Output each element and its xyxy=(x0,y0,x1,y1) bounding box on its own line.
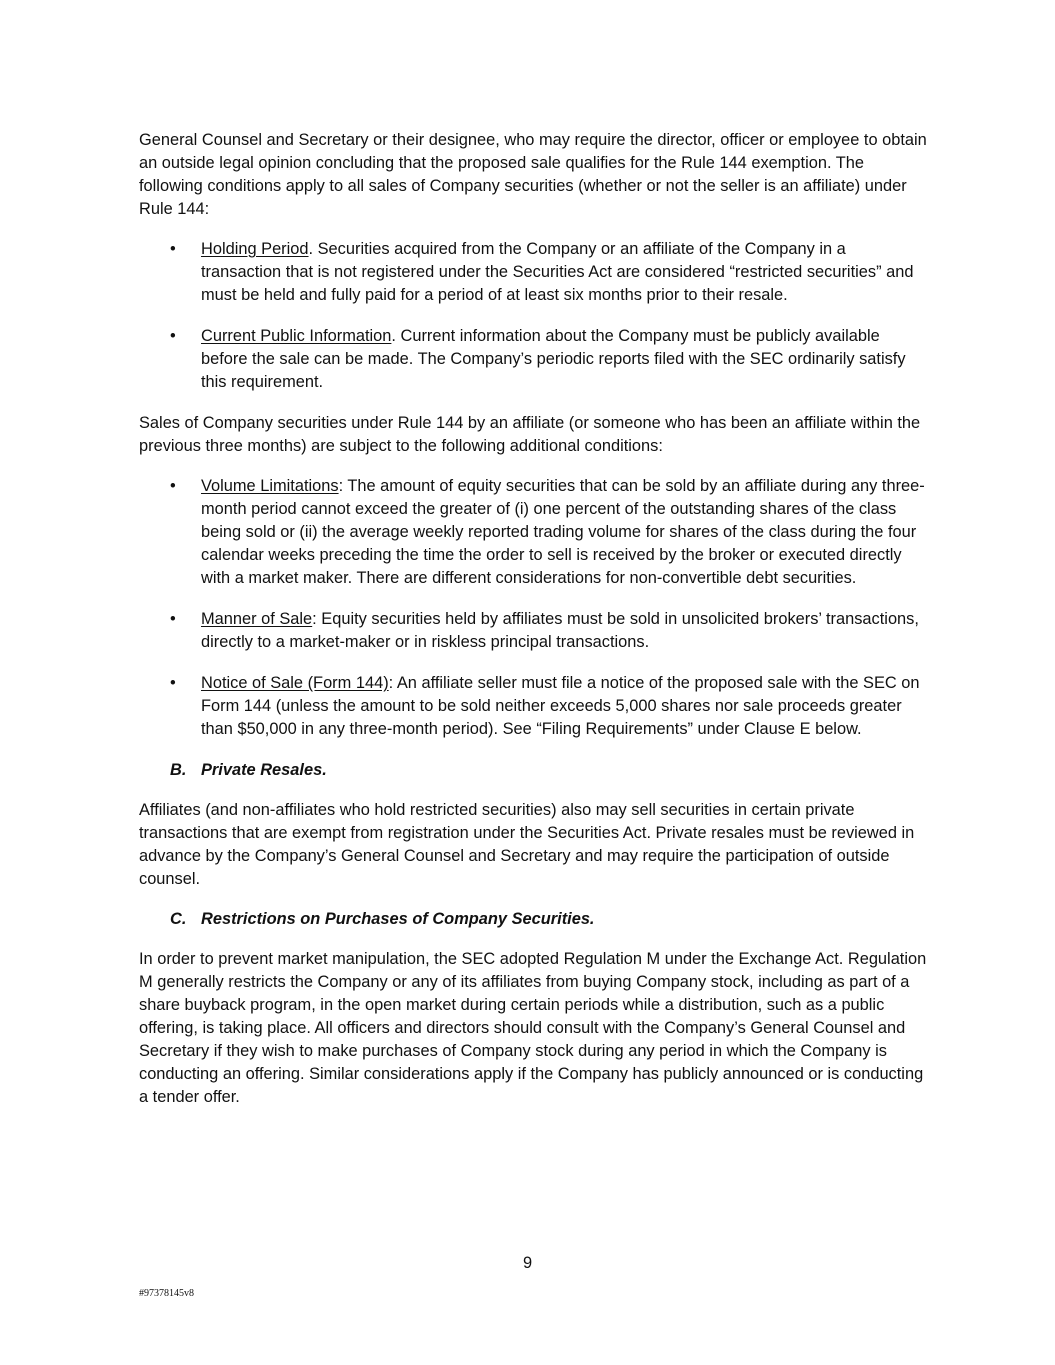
section-c-title: Restrictions on Purchases of Company Securities. xyxy=(201,910,595,928)
bullet-icon: • xyxy=(170,240,176,258)
list-item-current-public-information xyxy=(139,325,929,394)
list-item-holding-period xyxy=(139,238,929,307)
notice-of-sale-text: : An affiliate seller must file a notice of the proposed sale with the SEC on Form 144 (unless the amount to be sold neither exceeds 5,000 shares nor sale proceeds greater than $50,000 in any three-month period). See “Filing Requirements” under Clause E below. xyxy=(201,674,920,738)
current-public-information-text: . Current information about the Company must be publicly available before the sale can be made. The Company’s periodic reports filed with the SEC ordinarily satisfy this requirement. xyxy=(201,327,906,391)
bullet-icon: • xyxy=(170,674,176,692)
term-volume-limitations: Volume Limitations xyxy=(201,477,339,495)
term-notice-of-sale: Notice of Sale (Form 144) xyxy=(201,674,389,692)
document-id: #97378145v8 xyxy=(139,1288,194,1299)
bullet-icon: • xyxy=(170,610,176,628)
section-b-body: Affiliates (and non-affiliates who hold restricted securities) also may sell securities in certain private transactions that are exempt from registration under the Securities Act. Private resales must be reviewed in advance by the Company’s General Counsel and Secretary and may require the participation of outside counsel. xyxy=(139,801,915,888)
term-manner-of-sale: Manner of Sale xyxy=(201,610,313,628)
list-item-volume-limitations xyxy=(139,475,929,590)
section-b-heading xyxy=(139,759,929,782)
term-holding-period: Holding Period xyxy=(201,240,309,258)
list-item-notice-of-sale xyxy=(139,672,929,741)
affiliate-conditions-list xyxy=(139,475,929,741)
bullet-icon: • xyxy=(170,477,176,495)
holding-period-text: . Securities acquired from the Company or an affiliate of the Company in a transaction that is not registered under the Securities Act are considered “restricted securities” and must be held and fully paid for a period of at least six months prior to their resale. xyxy=(201,240,914,304)
section-b-letter: B. xyxy=(170,761,187,779)
section-c-heading xyxy=(139,908,929,931)
section-c-body: In order to prevent market manipulation, the SEC adopted Regulation M under the Exchange Act. Regulation M generally restricts the Company or any of its affiliates from buying Company stock, including as part of a share buyback program, in the open market during certain periods while a distribution, such as a public offering, is taking place. All officers and directors should consult with the Company’s General Counsel and Secretary if they wish to make purchases of Company stock during any period in which the Company is conducting an offering. Similar considerations apply if the Company has publicly announced or is conducting a tender offer. xyxy=(139,950,927,1106)
section-b-title: Private Resales. xyxy=(201,761,327,779)
section-c-letter: C. xyxy=(170,910,187,928)
intro-paragraph: General Counsel and Secretary or their designee, who may require the director, officer or employee to obtain an outside legal opinion concluding that the proposed sale qualifies for the Rule 144 exemption. The following conditions apply to all sales of Company securities (whether or not the seller is an affiliate) under Rule 144: xyxy=(139,131,927,218)
general-conditions-list xyxy=(139,238,929,394)
term-current-public-information: Current Public Information xyxy=(201,327,392,345)
manner-of-sale-text: : Equity securities held by affiliates must be sold in unsolicited brokers’ transactions, directly to a market-maker or in riskless principal transactions. xyxy=(201,610,919,651)
affiliate-paragraph: Sales of Company securities under Rule 144 by an affiliate (or someone who has been an affiliate within the previous three months) are subject to the following additional conditions: xyxy=(139,414,921,455)
page-number: 9 xyxy=(522,1254,533,1272)
volume-limitations-text: : The amount of equity securities that can be sold by an affiliate during any three-month period cannot exceed the greater of (i) one percent of the outstanding shares of the class being sold or (ii) the average weekly reported trading volume for shares of the class during the four calendar weeks preceding the time the order to sell is received by the broker or executed directly with a market maker. There are different considerations for non-convertible debt securities. xyxy=(201,477,925,587)
list-item-manner-of-sale xyxy=(139,608,929,654)
document-page xyxy=(139,129,929,1126)
bullet-icon: • xyxy=(170,327,176,345)
